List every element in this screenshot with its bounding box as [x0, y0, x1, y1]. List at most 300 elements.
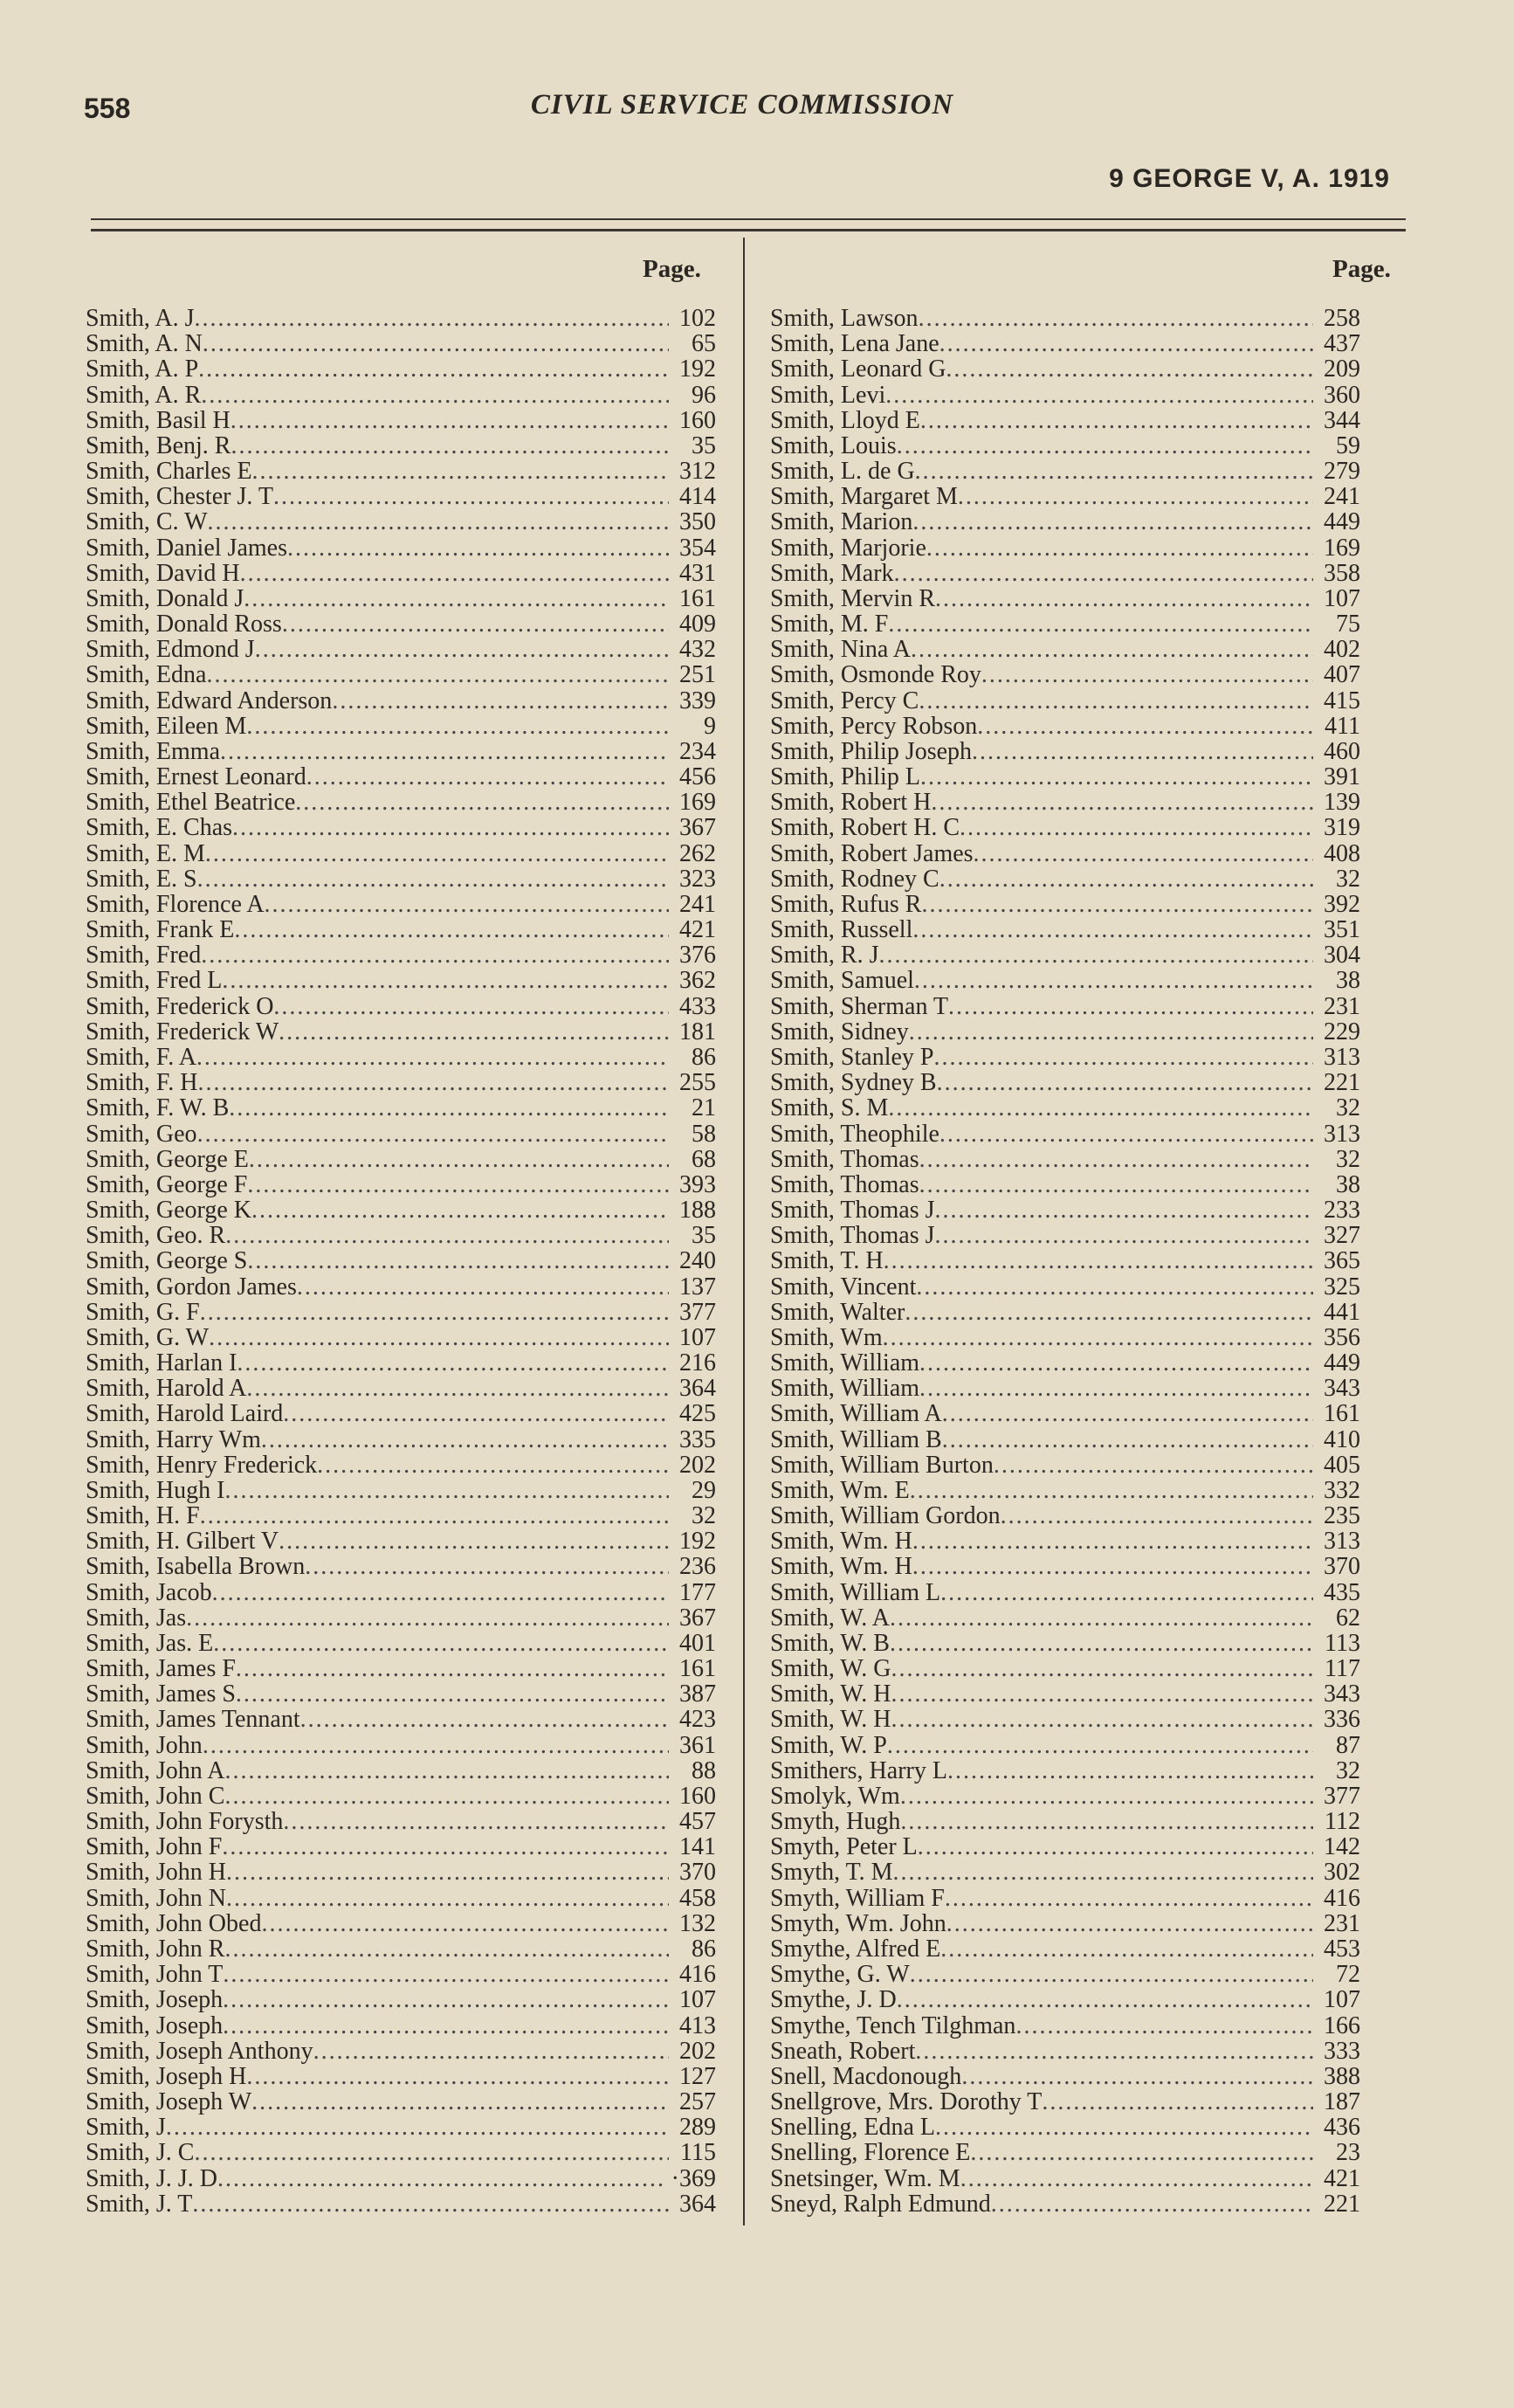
dot-leader: [939, 331, 1313, 356]
index-entry: [86, 1733, 716, 1758]
entry-page: 169: [679, 789, 716, 817]
entry-page: 393: [679, 1170, 716, 1198]
dot-leader: [960, 815, 1313, 840]
entry-page: 413: [679, 2011, 716, 2039]
index-entry: [770, 1478, 1360, 1503]
entry-name: Smith, Hugh I: [86, 1476, 225, 1504]
entry-page: 421: [1324, 2164, 1360, 2192]
entry-page: 405: [1324, 1451, 1360, 1479]
dot-leader: [283, 1401, 669, 1426]
entry-page: 192: [679, 1528, 716, 1556]
entry-page: 257: [679, 2088, 716, 2116]
dot-leader: [919, 1376, 1313, 1401]
entry-page: 240: [679, 1247, 716, 1275]
entry-page: 234: [679, 737, 716, 765]
index-entry: [86, 1248, 716, 1273]
index-entry: [86, 1376, 716, 1401]
entry-name: Smith, Robert H. C: [770, 814, 960, 842]
index-entry: [86, 866, 716, 892]
dot-leader: [295, 790, 669, 815]
dot-leader: [935, 2115, 1313, 2140]
right-column-heading: Page.: [1332, 255, 1391, 283]
entry-page: 113: [1325, 1629, 1360, 1657]
entry-page: 160: [679, 1782, 716, 1810]
dot-leader: [926, 535, 1313, 561]
entry-name: Smith, John C: [86, 1782, 225, 1810]
entry-page: 107: [679, 1323, 716, 1351]
entry-page: 323: [679, 865, 716, 893]
dot-leader: [300, 1707, 669, 1732]
entry-name: Smith, Ernest Leonard: [86, 763, 306, 791]
dot-leader: [273, 994, 669, 1019]
entry-name: Smyth, Peter L: [770, 1833, 918, 1861]
entry-name: Sneyd, Ralph Edmund: [770, 2190, 991, 2218]
entry-name: Smith, George K: [86, 1197, 252, 1225]
entry-page: 416: [679, 1961, 716, 1989]
index-entry: [86, 1172, 716, 1197]
entry-page: 142: [1324, 1833, 1360, 1861]
entry-name: Smith, W. H: [770, 1680, 891, 1708]
entry-name: Smith, David H: [86, 559, 240, 587]
dot-leader: [265, 892, 669, 917]
entry-page: 409: [679, 611, 716, 638]
index-entry: [86, 1325, 716, 1350]
dot-leader: [919, 688, 1313, 714]
dot-leader: [919, 1350, 1313, 1376]
header-rule: [91, 218, 1406, 220]
index-entry: [770, 356, 1360, 382]
entry-name: Smith, W. P: [770, 1731, 887, 1759]
entry-name: Smith, J. J. D: [86, 2164, 217, 2192]
index-entry: [770, 2140, 1360, 2165]
entry-page: 449: [1324, 1349, 1360, 1377]
entry-name: Smith, Percy C: [770, 687, 919, 714]
entry-name: Smith, Rodney C: [770, 865, 939, 893]
entry-name: Smyth, Hugh: [770, 1808, 901, 1836]
entry-name: Smith, William: [770, 1349, 920, 1377]
entry-name: Smith, John Forysth: [86, 1808, 284, 1836]
index-entry: [770, 662, 1360, 687]
entry-page: 377: [1324, 1782, 1360, 1810]
entry-name: Smith, Frank E: [86, 916, 235, 944]
entry-name: Smith, Basil H: [86, 406, 231, 434]
dot-leader: [305, 1554, 669, 1579]
index-entry: [770, 408, 1360, 433]
dot-leader: [939, 866, 1313, 892]
dot-leader: [196, 1045, 669, 1070]
entry-page: 58: [692, 1120, 716, 1148]
entry-name: Smith, J. C: [86, 2139, 195, 2167]
dot-leader: [261, 1427, 669, 1452]
entry-name: Smith, M. F: [770, 611, 889, 638]
index-entry: [770, 1121, 1360, 1147]
entry-page: 435: [1324, 1578, 1360, 1606]
index-entry: [86, 917, 716, 942]
entry-name: Smith, E. Chas: [86, 814, 233, 842]
index-entry: [770, 1962, 1360, 1987]
entry-page: 187: [1324, 2088, 1360, 2116]
entry-name: Smith, John H: [86, 1859, 227, 1887]
dot-leader: [920, 408, 1313, 433]
index-entry: [770, 611, 1360, 637]
dot-leader: [226, 1859, 669, 1885]
index-entry: [770, 433, 1360, 459]
entry-name: Smith, W. A: [770, 1604, 890, 1632]
entry-name: Smith, Philip Joseph: [770, 737, 973, 765]
entry-name: Smith, Daniel James: [86, 534, 287, 562]
index-entry: [770, 1809, 1360, 1834]
entry-page: 387: [679, 1680, 716, 1708]
entry-name: Smith, Eileen M: [86, 712, 247, 740]
index-entry: [86, 2191, 716, 2217]
dot-leader: [919, 306, 1313, 331]
session-label: 9 GEORGE V, A. 1919: [1109, 164, 1390, 193]
entry-page: 356: [1324, 1323, 1360, 1351]
entry-page: 255: [679, 1069, 716, 1097]
entry-page: 325: [1324, 1273, 1360, 1301]
index-entry: [86, 433, 716, 459]
dot-leader: [224, 1758, 669, 1784]
index-entry: [86, 1197, 716, 1223]
entry-name: Smith, Isabella Brown: [86, 1553, 306, 1581]
entry-name: Smith, Mervin R: [770, 584, 936, 612]
entry-name: Smith, Geo. R: [86, 1222, 226, 1250]
entry-page: 192: [679, 355, 716, 383]
entry-page: 102: [679, 305, 716, 332]
entry-page: 335: [679, 1425, 716, 1453]
index-entry: [86, 2013, 716, 2039]
dot-leader: [236, 1656, 669, 1681]
entry-page: 9: [704, 712, 716, 740]
dot-leader: [279, 1528, 669, 1554]
index-entry: [770, 1172, 1360, 1197]
index-entry: [86, 1147, 716, 1172]
dot-leader: [961, 2064, 1313, 2089]
dot-leader: [234, 917, 669, 942]
entry-name: Smith, Lawson: [770, 305, 919, 332]
entry-page: 188: [679, 1197, 716, 1225]
dot-leader: [1001, 1503, 1313, 1528]
entry-page: 233: [1324, 1197, 1360, 1225]
entry-name: Smith, Fred: [86, 942, 202, 969]
index-entry: [86, 1223, 716, 1248]
entry-name: Smolyk, Wm: [770, 1782, 900, 1810]
entry-page: 209: [1324, 355, 1360, 383]
entry-page: 202: [679, 1451, 716, 1479]
dot-leader: [905, 1300, 1313, 1325]
dot-leader: [912, 917, 1313, 942]
dot-leader: [255, 637, 669, 662]
dot-leader: [244, 586, 669, 611]
dot-leader: [912, 1528, 1313, 1554]
entry-page: 137: [679, 1273, 716, 1301]
index-entry: [86, 586, 716, 611]
entry-page: 127: [679, 2062, 716, 2090]
index-entry: [770, 2039, 1360, 2064]
dot-leader: [939, 1121, 1313, 1147]
dot-leader: [914, 968, 1313, 993]
index-entry: [770, 1300, 1360, 1325]
index-entry: [86, 637, 716, 662]
dot-leader: [891, 1656, 1313, 1681]
entry-page: 32: [1336, 1094, 1360, 1122]
entry-name: Smith, Harlan I: [86, 1349, 237, 1377]
entry-name: Smith, Percy Robson: [770, 712, 978, 740]
entry-name: Smith, Ethel Beatrice: [86, 789, 296, 817]
index-entry: [770, 383, 1360, 408]
index-entry: [770, 2089, 1360, 2115]
index-entry: [86, 484, 716, 509]
entry-page: 360: [1324, 381, 1360, 409]
entry-page: 313: [1324, 1043, 1360, 1071]
entry-name: Smith, F. W. B: [86, 1094, 230, 1122]
entry-page: 68: [692, 1145, 716, 1173]
dot-leader: [212, 1580, 669, 1605]
entry-name: Smith, Robert James: [770, 839, 974, 867]
dot-leader: [203, 1733, 669, 1758]
entry-page: 29: [692, 1476, 716, 1504]
entry-name: Smith, L. de G: [770, 458, 915, 486]
entry-name: Smith, William A: [770, 1400, 942, 1428]
entry-page: 354: [679, 534, 716, 562]
index-entry: [86, 968, 716, 993]
dot-leader: [891, 1681, 1313, 1707]
dot-leader: [909, 1019, 1313, 1045]
entry-name: Smith, Henry Frederick: [86, 1451, 318, 1479]
entry-name: Smith, Harry Wm: [86, 1425, 261, 1453]
entry-page: 75: [1336, 611, 1360, 638]
entry-page: 86: [692, 1935, 716, 1963]
entry-page: ·369: [671, 2164, 716, 2192]
entry-page: 65: [692, 330, 716, 358]
dot-leader: [192, 2191, 669, 2217]
dot-leader: [237, 1350, 669, 1376]
entry-name: Smith, Russell: [770, 916, 913, 944]
entry-page: 456: [679, 763, 716, 791]
dot-leader: [246, 714, 669, 739]
dot-leader: [915, 2039, 1313, 2064]
entry-page: 38: [1336, 1170, 1360, 1198]
entry-page: 339: [679, 687, 716, 714]
dot-leader: [893, 1859, 1313, 1885]
index-entry: [770, 1503, 1360, 1528]
entry-name: Smith, F. H: [86, 1069, 198, 1097]
entry-name: Smith, George S: [86, 1247, 248, 1275]
entry-name: Smythe, G. W: [770, 1961, 910, 1989]
index-entry: [770, 1019, 1360, 1045]
index-entry: [770, 764, 1360, 790]
entry-page: 343: [1324, 1680, 1360, 1708]
index-entry: [770, 561, 1360, 586]
index-entry: [770, 1325, 1360, 1350]
entry-page: 376: [679, 942, 716, 969]
dot-leader: [282, 611, 669, 637]
dot-leader: [186, 1605, 669, 1631]
index-entry: [770, 1580, 1360, 1605]
index-entry: [86, 764, 716, 790]
index-entry: [86, 942, 716, 968]
index-entry: [86, 331, 716, 356]
index-entry: [770, 942, 1360, 968]
entry-page: 231: [1324, 992, 1360, 1020]
entry-page: 262: [679, 839, 716, 867]
index-entry: [770, 1248, 1360, 1273]
dot-leader: [935, 1223, 1313, 1248]
dot-leader: [887, 1733, 1313, 1758]
entry-name: Smith, Vincent: [770, 1273, 917, 1301]
index-entry: [770, 1936, 1360, 1962]
entry-page: 370: [679, 1859, 716, 1887]
entry-name: Smith, Joseph: [86, 2011, 224, 2039]
entry-name: Snell, Macdonough: [770, 2062, 962, 2090]
entry-page: 161: [679, 584, 716, 612]
index-entry: [770, 714, 1360, 739]
entry-page: 365: [1324, 1247, 1360, 1275]
entry-name: Smith, George F: [86, 1170, 248, 1198]
entry-page: 362: [679, 967, 716, 995]
dot-leader: [205, 841, 669, 866]
entry-page: 415: [1324, 687, 1360, 714]
dot-leader: [223, 1962, 669, 1987]
dot-leader: [247, 1248, 669, 1273]
entry-page: 251: [679, 661, 716, 689]
entry-page: 221: [1324, 1069, 1360, 1097]
index-entry: [86, 306, 716, 331]
entry-page: 364: [679, 2190, 716, 2218]
index-entry: [770, 1376, 1360, 1401]
entry-page: 241: [1324, 483, 1360, 511]
entry-page: 312: [679, 458, 716, 486]
index-entry: [770, 331, 1360, 356]
dot-leader: [1015, 2013, 1313, 2039]
index-entry: [770, 586, 1360, 611]
entry-page: 425: [679, 1400, 716, 1428]
entry-page: 408: [1324, 839, 1360, 867]
entry-page: 32: [692, 1502, 716, 1530]
dot-leader: [897, 1987, 1313, 2012]
entry-name: Snelling, Edna L: [770, 2114, 935, 2142]
dot-leader: [933, 1045, 1313, 1070]
entry-name: Smith, Marjorie: [770, 534, 926, 562]
entry-name: Smith, S. M: [770, 1094, 889, 1122]
index-entry: [86, 1886, 716, 1911]
entry-page: 441: [1324, 1298, 1360, 1326]
index-entry: [770, 841, 1360, 866]
dot-leader: [200, 1503, 669, 1528]
entry-page: 21: [692, 1094, 716, 1122]
dot-leader: [918, 1834, 1313, 1859]
entry-page: 59: [1336, 431, 1360, 459]
entry-name: Smith, Sherman T: [770, 992, 949, 1020]
dot-leader: [332, 688, 669, 714]
index-entry: [86, 2064, 716, 2089]
entry-page: 433: [679, 992, 716, 1020]
entry-name: Smith, J. T: [86, 2190, 193, 2218]
header-rule-double: [91, 229, 1406, 231]
entry-name: Smith, Benj. R: [86, 431, 231, 459]
index-entry: [86, 1987, 716, 2012]
entry-name: Smith, Frederick W: [86, 1018, 279, 1045]
entry-name: Smith, William: [770, 1375, 920, 1403]
left-index-column: [86, 306, 716, 2217]
dot-leader: [247, 1172, 669, 1197]
dot-leader: [222, 968, 669, 993]
right-index-column: [770, 306, 1360, 2217]
dot-leader: [916, 1274, 1313, 1300]
entry-name: Smith, Wm. E: [770, 1476, 910, 1504]
dot-leader: [942, 1401, 1313, 1426]
index-entry: [770, 1223, 1360, 1248]
entry-name: Smyth, T. M: [770, 1859, 893, 1887]
entry-page: 410: [1324, 1425, 1360, 1453]
entry-name: Smith, Sidney: [770, 1018, 909, 1045]
dot-leader: [935, 1197, 1313, 1223]
entry-name: Smith, Robert H: [770, 789, 932, 817]
entry-page: 351: [1324, 916, 1360, 944]
entry-name: Smith, Thomas: [770, 1145, 919, 1173]
dot-leader: [261, 1911, 669, 1936]
dot-leader: [942, 1427, 1313, 1452]
entry-name: Smith, Theophile: [770, 1120, 939, 1148]
dot-leader: [200, 1300, 669, 1325]
entry-page: 361: [679, 1731, 716, 1759]
entry-name: Smith, Wm. H: [770, 1553, 912, 1581]
dot-leader: [931, 790, 1313, 815]
entry-page: 88: [692, 1756, 716, 1784]
entry-page: 32: [1336, 1756, 1360, 1784]
index-entry: [86, 459, 716, 484]
index-entry: [86, 1427, 716, 1452]
index-entry: [86, 509, 716, 535]
dot-leader: [283, 1809, 669, 1834]
dot-leader: [947, 1758, 1313, 1784]
dot-leader: [940, 1580, 1313, 1605]
index-entry: [86, 790, 716, 815]
index-entry: [770, 509, 1360, 535]
entry-page: 115: [680, 2139, 716, 2167]
entry-name: Smith, R. J: [770, 942, 879, 969]
entry-page: 166: [1324, 2011, 1360, 2039]
index-entry: [86, 383, 716, 408]
entry-name: Smith, George E: [86, 1145, 249, 1173]
index-entry: [770, 1681, 1360, 1707]
dot-leader: [201, 942, 669, 968]
dot-leader: [231, 433, 669, 459]
index-entry: [86, 1528, 716, 1554]
entry-page: 161: [1324, 1400, 1360, 1428]
entry-name: Smith, G. F: [86, 1298, 200, 1326]
entry-name: Smythe, Tench Tilghman: [770, 2011, 1016, 2039]
dot-leader: [252, 459, 669, 484]
dot-leader: [194, 306, 669, 331]
entry-name: Smith, T. H: [770, 1247, 884, 1275]
entry-page: 302: [1324, 1859, 1360, 1887]
entry-name: Smith, Wm: [770, 1323, 883, 1351]
index-entry: [770, 739, 1360, 764]
entry-name: Smith, Jas: [86, 1604, 187, 1632]
entry-name: Smith, Lloyd E: [770, 406, 920, 434]
entry-page: 23: [1336, 2139, 1360, 2167]
dot-leader: [940, 1936, 1313, 1962]
entry-name: Smith, James F: [86, 1655, 236, 1683]
index-entry: [770, 1070, 1360, 1095]
dot-leader: [888, 611, 1313, 637]
entry-page: 392: [1324, 890, 1360, 918]
index-entry: [86, 1503, 716, 1528]
dot-leader: [201, 383, 669, 408]
index-entry: [770, 1784, 1360, 1809]
dot-leader: [236, 1681, 669, 1707]
